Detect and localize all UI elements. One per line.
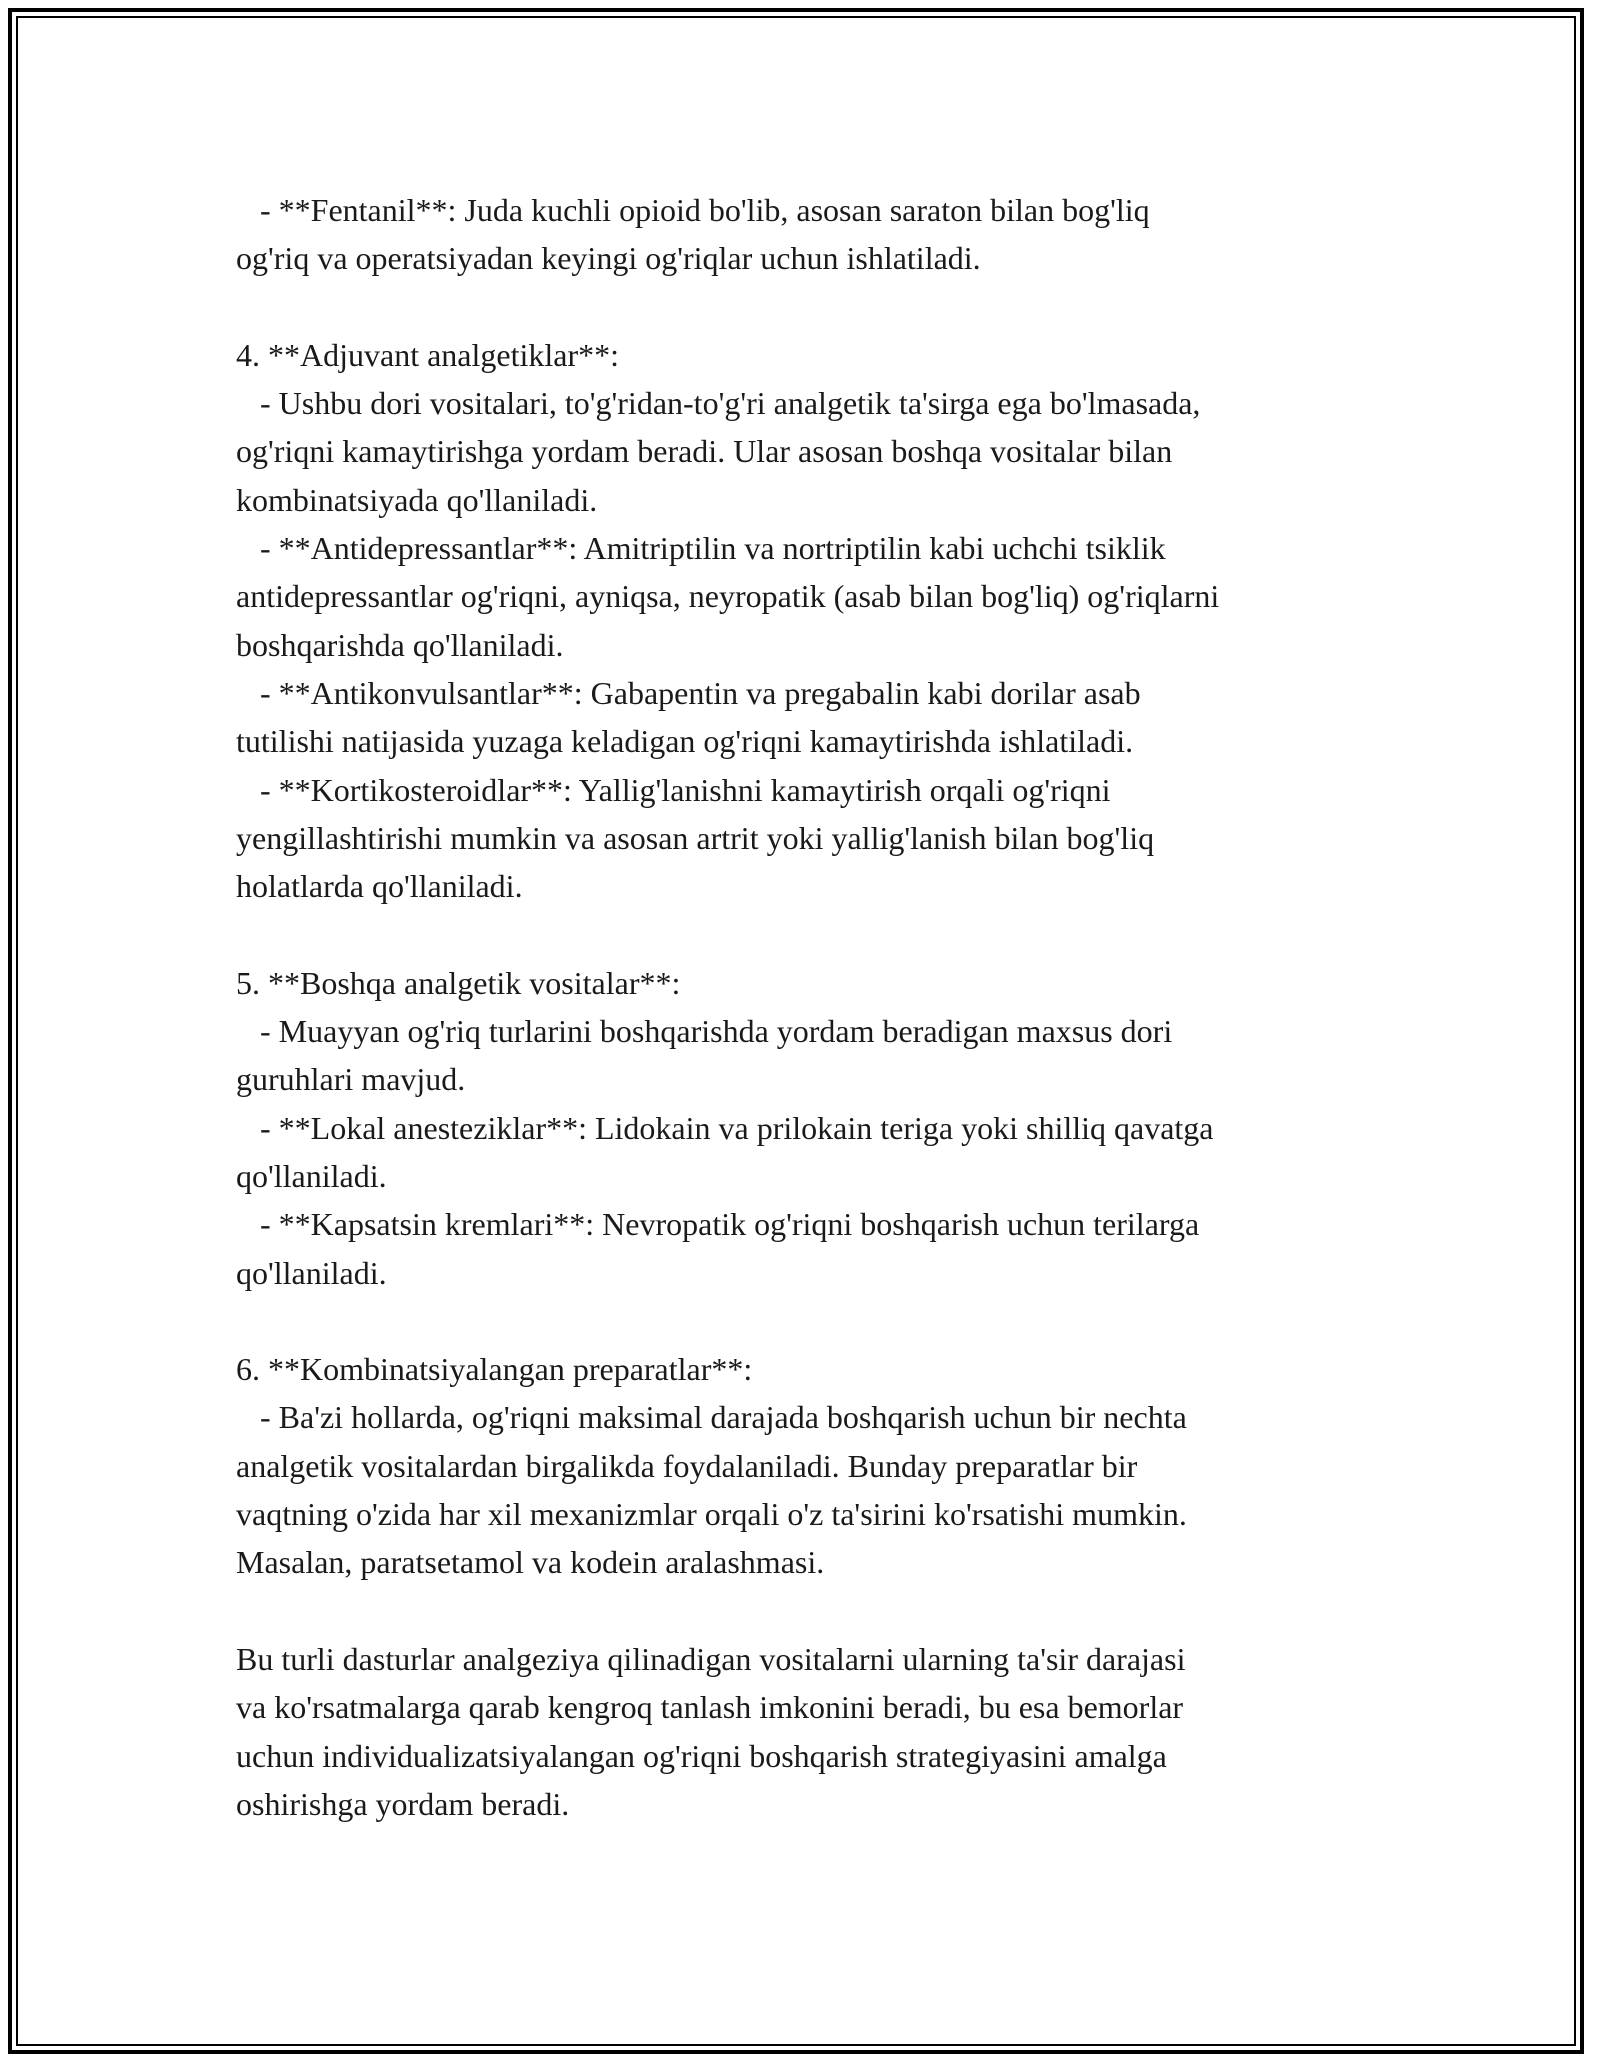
paragraph-gap xyxy=(236,1297,1396,1345)
text-line: Bu turli dasturlar analgeziya qilinadigan vositalarni ularning ta'sir darajasi xyxy=(236,1640,1186,1677)
text-line: qo'llaniladi. xyxy=(236,1157,387,1194)
text-line: oshirishga yordam beradi. xyxy=(236,1785,570,1822)
text-line: Masalan, paratsetamol va kodein aralashmasi. xyxy=(236,1544,825,1581)
text-line: kombinatsiyada qo'llaniladi. xyxy=(236,481,598,518)
text-line: analgetik vositalardan birgalikda foydalaniladi. Bunday preparatlar bir xyxy=(236,1447,1138,1484)
text-line: - **Kapsatsin kremlari**: Nevropatik og'riqni boshqarish uchun terilarga xyxy=(236,1206,1200,1243)
text-line: holatlarda qo'llaniladi. xyxy=(236,868,523,905)
paragraph-gap xyxy=(236,283,1396,331)
text-line: va ko'rsatmalarga qarab kengroq tanlash imkonini beradi, bu esa bemorlar xyxy=(236,1689,1184,1726)
text-line: - **Antidepressantlar**: Amitriptilin va nortriptilin kabi uchchi tsiklik xyxy=(236,530,1166,567)
text-line: yengillashtirishi mumkin va asosan artrit yoki yallig'lanish bilan bog'liq xyxy=(236,819,1155,856)
text-line: - **Fentanil**: Juda kuchli opioid bo'lib, asosan saraton bilan bog'liq xyxy=(236,192,1150,228)
text-line: - **Kortikosteroidlar**: Yallig'lanishni kamaytirish orqali og'riqni xyxy=(236,771,1111,808)
text-line: - Ushbu dori vositalari, to'g'ridan-to'g'ri analgetik ta'sirga ega bo'lmasada, xyxy=(236,385,1201,422)
text-line: - **Lokal anesteziklar**: Lidokain va prilokain teriga yoki shilliq qavatga xyxy=(236,1109,1214,1146)
text-line: 4. **Adjuvant analgetiklar**: xyxy=(236,336,620,373)
text-line: guruhlari mavjud. xyxy=(236,1061,466,1098)
text-line: 5. **Boshqa analgetik vositalar**: xyxy=(236,964,681,1001)
text-line: 6. **Kombinatsiyalangan preparatlar**: xyxy=(236,1351,753,1388)
text-line: - Muayyan og'riq turlarini boshqarishda yordam beradigan maxsus dori xyxy=(236,1013,1173,1050)
document-body xyxy=(236,186,1396,1828)
text-line: tutilishi natijasida yuzaga keladigan og'riqni kamaytirishda ishlatiladi. xyxy=(236,723,1134,760)
text-line: antidepressantlar og'riqni, ayniqsa, neyropatik (asab bilan bog'liq) og'riqlarni xyxy=(236,578,1220,615)
paragraph-gap xyxy=(236,1587,1396,1635)
text-line: - Ba'zi hollarda, og'riqni maksimal darajada boshqarish uchun bir nechta xyxy=(236,1399,1187,1436)
text-line: - **Antikonvulsantlar**: Gabapentin va pregabalin kabi dorilar asab xyxy=(236,674,1141,711)
text-line: qo'llaniladi. xyxy=(236,1254,387,1291)
text-line: boshqarishda qo'llaniladi. xyxy=(236,626,564,663)
text-line: vaqtning o'zida har xil mexanizmlar orqali o'z ta'sirini ko'rsatishi mumkin. xyxy=(236,1496,1187,1533)
text-line: uchun individualizatsiyalangan og'riqni boshqarish strategiyasini amalga xyxy=(236,1737,1167,1774)
paragraph-gap xyxy=(236,910,1396,958)
text-line: og'riqni kamaytirishga yordam beradi. Ular asosan boshqa vositalar bilan xyxy=(236,433,1173,470)
text-line: og'riq va operatsiyadan keyingi og'riqlar uchun ishlatiladi. xyxy=(236,240,981,277)
